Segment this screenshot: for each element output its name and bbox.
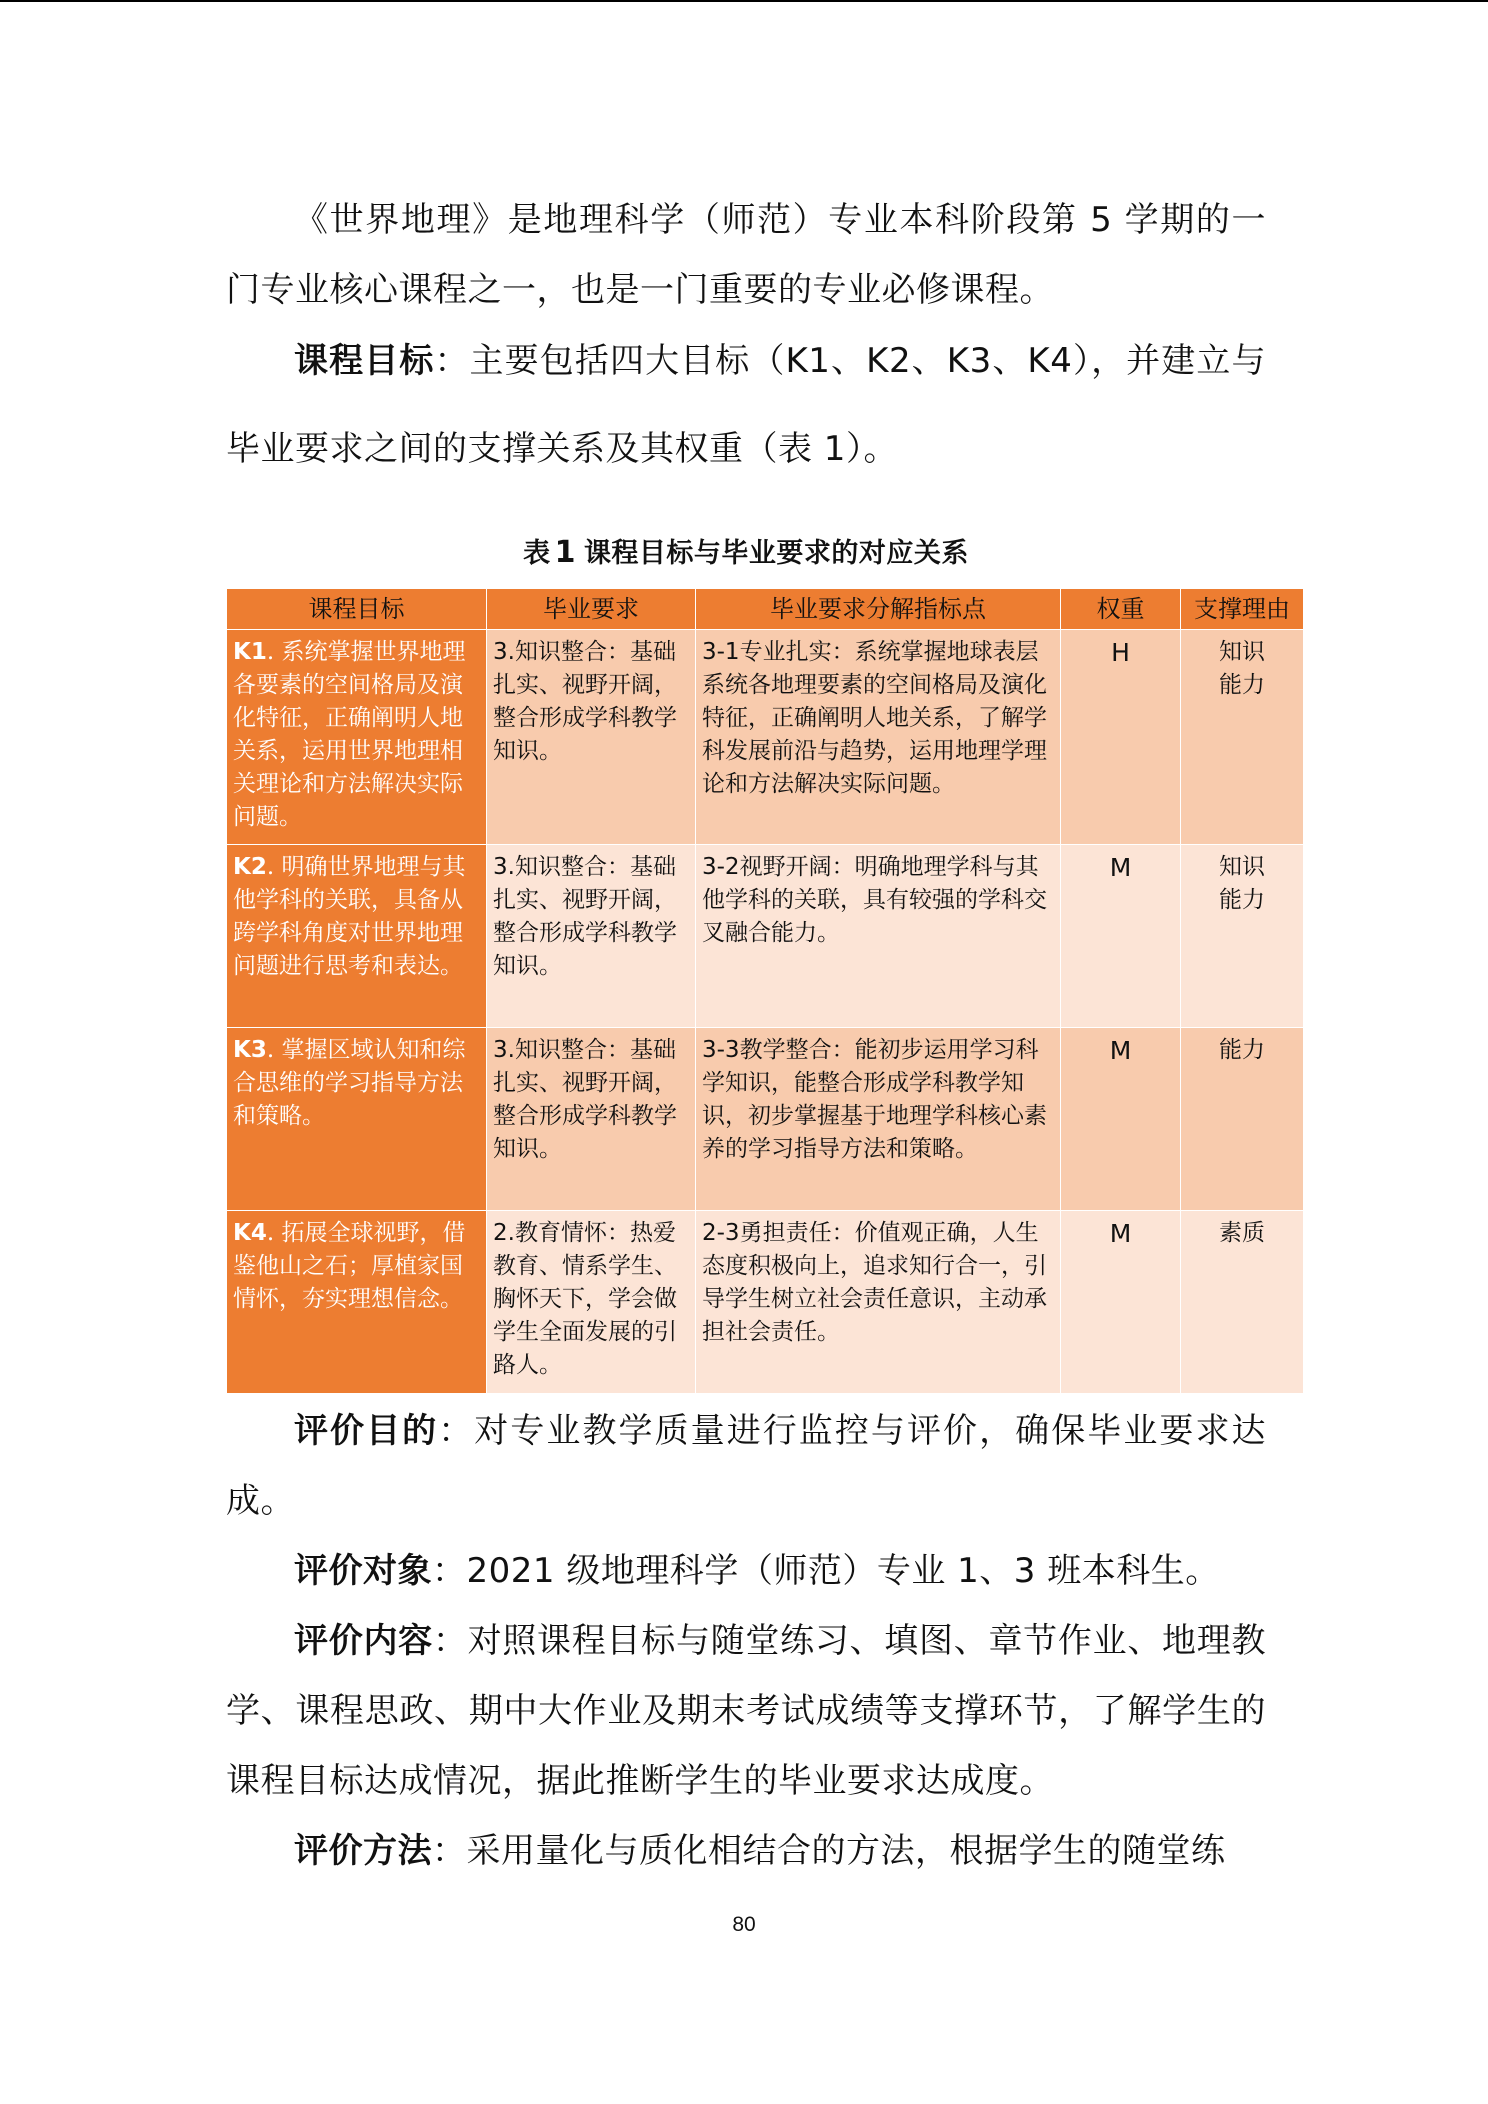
top-border-line bbox=[0, 0, 1488, 2]
objectives-text: ：主要包括四大目标（K1、K2、K3、K4），并建立与毕业要求之间的支撑关系及其权重（表 1）。 bbox=[226, 341, 1267, 469]
requirement-text: 知识整合：基础扎实、视野开阔，整合形成学科教学知识。 bbox=[493, 854, 677, 979]
reason-cell: 能力 bbox=[1181, 1028, 1304, 1211]
indicator-number: 3-1 bbox=[702, 639, 740, 665]
indicator-text: 专业扎实：系统掌握地球表层系统各地理要素的空间格局及演化特征，正确阐明人地关系，了解学科发展前沿与趋势，运用地理学理论和方法解决实际问题。 bbox=[702, 639, 1047, 797]
indicator-number: 3-3 bbox=[702, 1037, 740, 1063]
document-page bbox=[226, 185, 1290, 1886]
requirement-number: 3. bbox=[493, 1037, 515, 1063]
header-indicator: 毕业要求分解指标点 bbox=[696, 589, 1061, 630]
goal-cell bbox=[227, 845, 487, 1028]
content-text: ：对照课程目标与随堂练习、填图、章节作业、地理教学、课程思政、期中大作业及期末考试成绩等支撑环节，了解学生的课程目标达成情况，据此推断学生的毕业要求达成度。 bbox=[226, 1621, 1266, 1801]
header-weight: 权重 bbox=[1061, 589, 1181, 630]
requirement-cell bbox=[487, 845, 696, 1028]
objectives-paragraph bbox=[226, 317, 1266, 493]
reason-cell: 素质 bbox=[1181, 1211, 1304, 1394]
method-text: ：采用量化与质化相结合的方法，根据学生的随堂练 bbox=[432, 1831, 1226, 1871]
goal-code: K4 bbox=[233, 1220, 267, 1246]
weight-cell: H bbox=[1061, 630, 1181, 845]
weight-cell: M bbox=[1061, 1028, 1181, 1211]
requirement-text: 知识整合：基础扎实、视野开阔，整合形成学科教学知识。 bbox=[493, 1037, 677, 1162]
goal-cell bbox=[227, 1028, 487, 1211]
requirement-number: 3. bbox=[493, 854, 515, 880]
goal-cell bbox=[227, 1211, 487, 1394]
goal-code: K2 bbox=[233, 854, 267, 880]
requirement-number: 3. bbox=[493, 639, 515, 665]
header-goal: 课程目标 bbox=[227, 589, 487, 630]
table-row bbox=[227, 630, 1304, 845]
intro-paragraph: 《世界地理》是地理科学（师范）专业本科阶段第 5 学期的一门专业核心课程之一，也是一门重要的专业必修课程。 bbox=[226, 200, 1266, 310]
goal-text: . 拓展全球视野，借鉴他山之石；厚植家国情怀，夯实理想信念。 bbox=[233, 1220, 466, 1312]
indicator-number: 2-3 bbox=[702, 1220, 740, 1246]
table-row bbox=[227, 845, 1304, 1028]
target-paragraph bbox=[226, 1536, 1266, 1606]
content-paragraph bbox=[226, 1606, 1266, 1816]
target-label: 评价对象 bbox=[294, 1551, 432, 1591]
requirement-text: 知识整合：基础扎实、视野开阔，整合形成学科教学知识。 bbox=[493, 639, 677, 764]
purpose-paragraph bbox=[226, 1396, 1266, 1536]
table-row bbox=[227, 1028, 1304, 1211]
goal-cell bbox=[227, 630, 487, 845]
page-number: 80 bbox=[732, 1913, 756, 1936]
indicator-number: 3-2 bbox=[702, 854, 740, 880]
header-reason: 支撑理由 bbox=[1181, 589, 1304, 630]
indicator-text: 教学整合：能初步运用学习科学知识，能整合形成学科教学知识，初步掌握基于地理学科核心素养的学习指导方法和策略。 bbox=[702, 1037, 1047, 1162]
goal-code: K3 bbox=[233, 1037, 267, 1063]
indicator-cell bbox=[696, 1211, 1061, 1394]
method-label: 评价方法 bbox=[294, 1831, 432, 1871]
goal-text: . 掌握区域认知和综合思维的学习指导方法和策略。 bbox=[233, 1037, 466, 1129]
table-row bbox=[227, 1211, 1304, 1394]
table-caption-number: 1 bbox=[554, 535, 576, 570]
objectives-label: 课程目标 bbox=[294, 341, 435, 381]
requirement-cell bbox=[487, 1211, 696, 1394]
goal-text: . 系统掌握世界地理各要素的空间格局及演化特征，正确阐明人地关系，运用世界地理相关理论和方法解决实际问题。 bbox=[233, 639, 466, 830]
indicator-text: 视野开阔：明确地理学科与其他学科的关联，具有较强的学科交叉融合能力。 bbox=[702, 854, 1047, 946]
table-header-row bbox=[227, 589, 1304, 630]
indicator-cell bbox=[696, 1028, 1061, 1211]
purpose-text: ：对专业教学质量进行监控与评价，确保毕业要求达成。 bbox=[226, 1411, 1267, 1521]
target-text: ：2021 级地理科学（师范）专业 1、3 班本科生。 bbox=[432, 1551, 1220, 1591]
purpose-label: 评价目的 bbox=[294, 1411, 439, 1451]
requirement-text: 教育情怀：热爱教育、情系学生、胸怀天下，学会做学生全面发展的引路人。 bbox=[493, 1220, 677, 1378]
indicator-text: 勇担责任：价值观正确，人生态度积极向上，追求知行合一，引导学生树立社会责任意识，主动承担社会责任。 bbox=[702, 1220, 1047, 1345]
reason-cell: 知识 能力 bbox=[1181, 630, 1304, 845]
goal-text: . 明确世界地理与其他学科的关联，具备从跨学科角度对世界地理问题进行思考和表达。 bbox=[233, 854, 466, 979]
goal-code: K1 bbox=[233, 639, 267, 665]
table-caption-prefix: 表 bbox=[523, 538, 551, 569]
requirement-cell bbox=[487, 630, 696, 845]
method-paragraph bbox=[226, 1816, 1266, 1886]
content-label: 评价内容 bbox=[294, 1621, 433, 1661]
objectives-requirements-table bbox=[226, 588, 1304, 1394]
header-requirement: 毕业要求 bbox=[487, 589, 696, 630]
weight-cell: M bbox=[1061, 1211, 1181, 1394]
table-caption-title: 课程目标与毕业要求的对应关系 bbox=[583, 538, 969, 569]
requirement-number: 2. bbox=[493, 1220, 515, 1246]
indicator-cell bbox=[696, 845, 1061, 1028]
reason-cell: 知识 能力 bbox=[1181, 845, 1304, 1028]
table-caption bbox=[226, 531, 1266, 570]
requirement-cell bbox=[487, 1028, 696, 1211]
indicator-cell bbox=[696, 630, 1061, 845]
weight-cell: M bbox=[1061, 845, 1181, 1028]
